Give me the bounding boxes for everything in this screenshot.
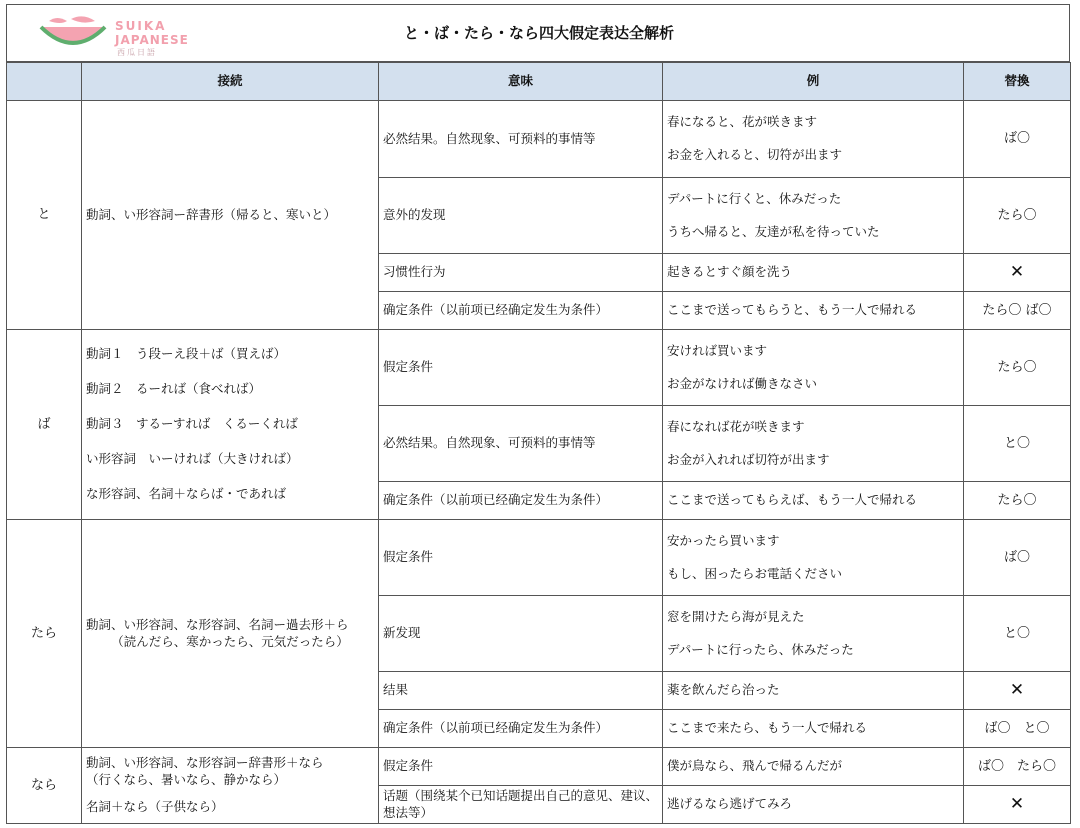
example-line: お金を入れると、切符が出ます xyxy=(667,147,843,162)
replace-cell: ✕ xyxy=(964,672,1071,710)
example-line: お金が入れれば切符が出ます xyxy=(667,451,830,467)
header-row xyxy=(7,63,1071,101)
replace-cell: ば〇 xyxy=(964,520,1071,596)
example-cell xyxy=(663,520,964,596)
example-cell: ここまで来たら、もう一人で帰れる xyxy=(663,710,964,748)
connection-line: 動詞１ う段ーえ段＋ば（買えば） xyxy=(86,346,287,362)
conditional-table xyxy=(6,62,1071,824)
example-line: うちへ帰ると、友達が私を待っていた xyxy=(667,223,880,239)
connection-line: 動詞、い形容詞、な形容詞、名詞ー過去形＋ら xyxy=(86,616,349,632)
meaning-cell: 意外的发现 xyxy=(379,178,663,254)
header-example: 例 xyxy=(663,63,964,101)
example-line: 春になれば花が咲きます xyxy=(667,418,805,434)
example-cell xyxy=(663,596,964,672)
example-cell: 起きるとすぐ顔を洗う xyxy=(663,254,964,292)
connection-ba xyxy=(82,330,379,520)
replace-cell: たら〇 xyxy=(964,178,1071,254)
logo-text-1: SUIKA xyxy=(115,19,167,33)
connection-line: （読んだら、寒かったら、元気だったら） xyxy=(111,633,349,649)
meaning-cell: 确定条件（以前项已经确定发生为条件） xyxy=(379,292,663,330)
replace-cell: ば〇 と〇 xyxy=(964,710,1071,748)
connection-to xyxy=(82,101,379,330)
header-replace: 替換 xyxy=(964,63,1071,101)
example-cell xyxy=(663,101,964,178)
group-key-nara: なら xyxy=(7,748,82,824)
page-title: と・ば・たら・なら四大假定表达全解析 xyxy=(403,24,674,42)
meaning-cell: 结果 xyxy=(379,672,663,710)
connection-line: 動詞３ するーすれば くるーくれば xyxy=(86,416,298,432)
meaning-cell: 新发现 xyxy=(379,596,663,672)
example-cell xyxy=(663,330,964,406)
group-key-tara: たら xyxy=(7,520,82,748)
connection-tara xyxy=(82,520,379,748)
replace-cell: ✕ xyxy=(964,786,1071,824)
group-key-to: と xyxy=(7,101,82,330)
connection-line: 名詞＋なら（子供なら） xyxy=(86,798,224,814)
example-line: もし、困ったらお電話ください xyxy=(667,565,843,581)
example-line: 安ければ買います xyxy=(667,342,768,358)
example-line: お金がなければ働きなさい xyxy=(667,375,818,391)
connection-line: な形容詞、名詞＋ならば・であれば xyxy=(86,485,287,501)
table-row xyxy=(7,330,1071,406)
meaning-cell: 必然结果。自然现象、可预料的事情等 xyxy=(379,101,663,178)
grammar-sheet xyxy=(6,4,1072,822)
logo-text-3: 西瓜日語 xyxy=(117,48,157,57)
example-cell: 僕が鳥なら、飛んで帰るんだが xyxy=(663,748,964,786)
connection-line: 動詞、い形容詞、な形容詞ー辞書形＋なら xyxy=(86,755,324,771)
replace-cell: ば〇 たら〇 xyxy=(964,748,1071,786)
replace-cell: ば〇 xyxy=(964,101,1071,178)
example-line: デパートに行ったら、休みだった xyxy=(667,641,854,657)
meaning-cell: 确定条件（以前项已经确定发生为条件） xyxy=(379,482,663,520)
example-cell xyxy=(663,178,964,254)
meaning-cell: 假定条件 xyxy=(379,330,663,406)
meaning-cell: 假定条件 xyxy=(379,520,663,596)
replace-cell: ✕ xyxy=(964,254,1071,292)
table-row xyxy=(7,520,1071,596)
replace-cell: たら〇 ば〇 xyxy=(964,292,1071,330)
replace-cell: たら〇 xyxy=(964,482,1071,520)
replace-cell: たら〇 xyxy=(964,330,1071,406)
connection-line: （行くなら、暑いなら、静かなら） xyxy=(86,772,287,788)
logo-text-2: JAPANESE xyxy=(115,33,189,47)
header-connection: 接続 xyxy=(82,63,379,101)
meaning-cell: 确定条件（以前项已经确定发生为条件） xyxy=(379,710,663,748)
group-key-ba: ば xyxy=(7,330,82,520)
connection-line: 動詞、い形容詞ー辞書形（帰ると、寒いと） xyxy=(86,206,337,222)
meaning-cell: 假定条件 xyxy=(379,748,663,786)
table-row xyxy=(7,748,1071,786)
header-meaning: 意味 xyxy=(379,63,663,101)
example-cell: ここまで送ってもらうと、もう一人で帰れる xyxy=(663,292,964,330)
example-cell: ここまで送ってもらえば、もう一人で帰れる xyxy=(663,482,964,520)
example-line: 安かったら買います xyxy=(667,532,780,548)
meaning-cell: 必然结果。自然现象、可预料的事情等 xyxy=(379,406,663,482)
table-row xyxy=(7,101,1071,178)
meaning-cell: 话题（围绕某个已知话题提出自己的意见、建议、想法等） xyxy=(379,786,663,824)
title-bar xyxy=(6,4,1070,62)
header-key xyxy=(7,63,82,101)
connection-line: 動詞２ るーれば（食べれば） xyxy=(86,381,262,397)
example-line: 春になると、花が咲きます xyxy=(667,114,818,130)
connection-nara xyxy=(82,748,379,824)
connection-line: い形容詞 いーければ（大きければ） xyxy=(86,450,299,466)
replace-cell: と〇 xyxy=(964,596,1071,672)
replace-cell: と〇 xyxy=(964,406,1071,482)
example-cell: 逃げるなら逃げてみろ xyxy=(663,786,964,824)
example-cell xyxy=(663,406,964,482)
example-line: 窓を開けたら海が見えた xyxy=(667,608,805,624)
meaning-cell: 习惯性行为 xyxy=(379,254,663,292)
example-line: デパートに行くと、休みだった xyxy=(667,190,842,206)
example-cell: 薬を飲んだら治った xyxy=(663,672,964,710)
